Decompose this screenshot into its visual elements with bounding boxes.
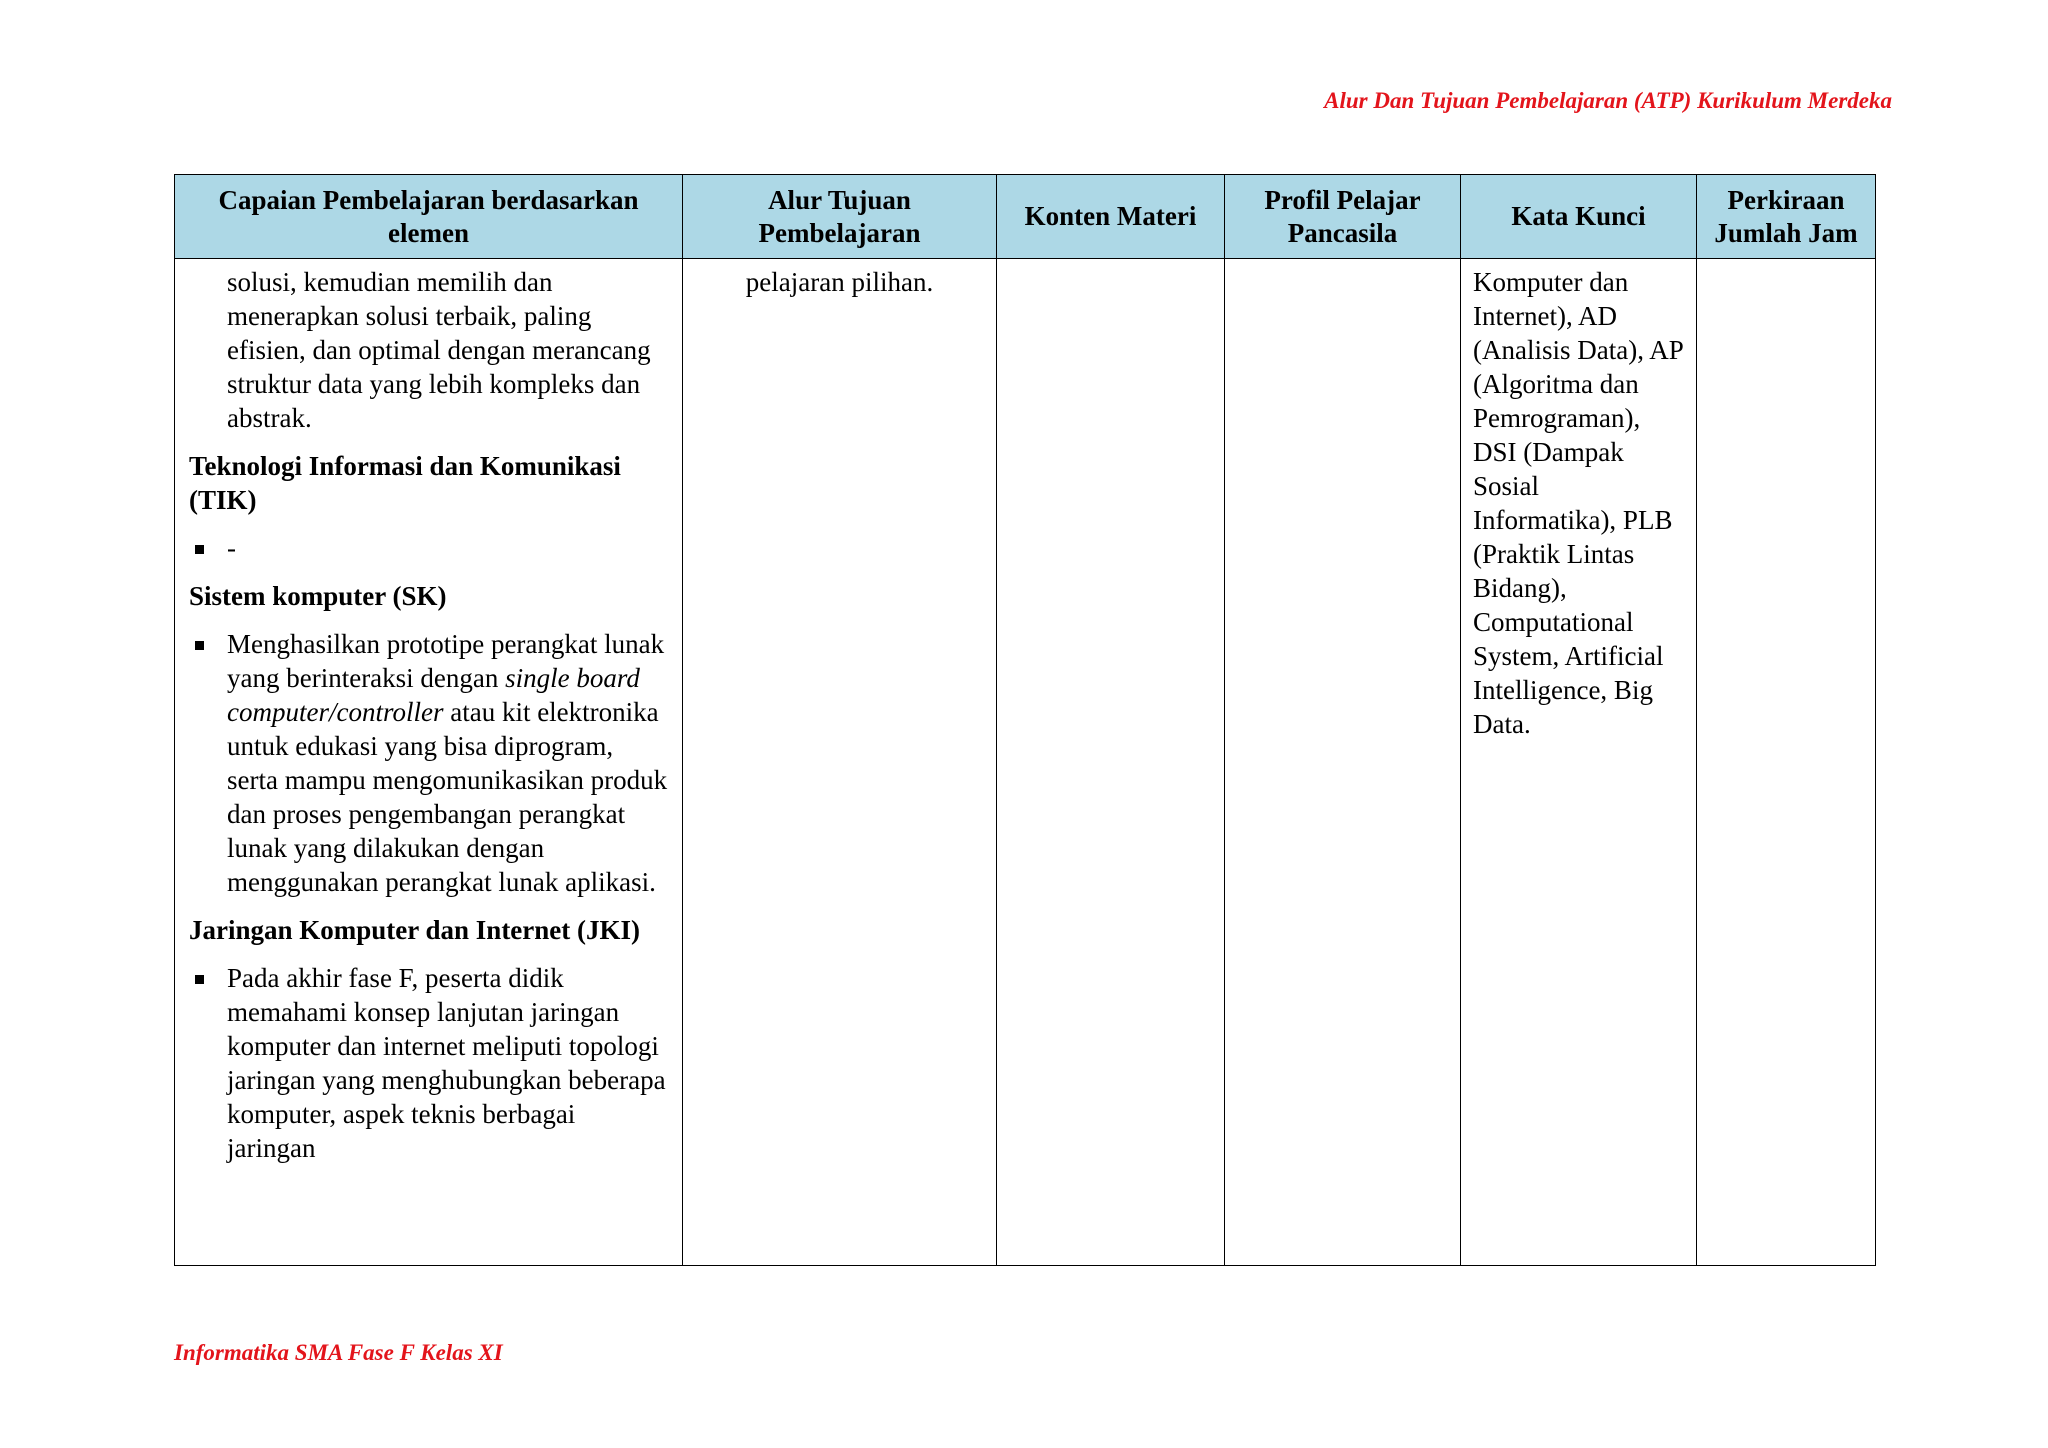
document-footer-title: Informatika SMA Fase F Kelas XI — [174, 1340, 503, 1365]
sk-item-text-end: atau kit elektronika untuk edukasi yang bisa diprogram, serta mampu mengomunikasikan produk dan proses pengembangan perangkat lunak yang dilakukan dengan menggunakan perangkat lunak aplikasi. — [227, 697, 668, 897]
tik-item-text: - — [227, 533, 236, 563]
document-header-title: Alur Dan Tujuan Pembelajaran (ATP) Kurikulum Merdeka — [1324, 88, 1892, 113]
kata-kunci-cell: Komputer dan Internet), AD (Analisis Data), AP (Algoritma dan Pemrograman), DSI (Dampak Sosial Informatika), PLB (Praktik Lintas Bidang), Computational System, Artificial Intelligence, Big Data. — [1461, 259, 1697, 1266]
sk-list — [189, 627, 668, 899]
column-header-alur-tujuan-pembelajaran: Alur Tujuan Pembelajaran — [683, 175, 997, 259]
section-title-tik: Teknologi Informasi dan Komunikasi (TIK) — [189, 451, 621, 515]
section-title-sk: Sistem komputer (SK) — [189, 581, 447, 611]
list-item — [189, 961, 668, 1165]
column-header-perkiraan-jumlah-jam: Perkiraan Jumlah Jam — [1697, 175, 1876, 259]
table-row — [175, 259, 1876, 1266]
jki-list — [189, 961, 668, 1165]
jki-item-text: Pada akhir fase F, peserta didik memahami konsep lanjutan jaringan komputer dan internet meliputi topologi jaringan yang menghubungkan beberapa komputer, aspek teknis berbagai jaringan — [227, 963, 666, 1163]
table-header-row — [175, 175, 1876, 259]
sk-item-text-italic: single board computer/controller — [227, 663, 640, 727]
capaian-pembelajaran-cell — [175, 259, 683, 1266]
column-header-capaian-pembelajaran: Capaian Pembelajaran berdasarkan elemen — [175, 175, 683, 259]
square-bullet-icon — [195, 975, 204, 984]
list-item — [189, 627, 668, 899]
sk-item-text-start: Menghasilkan prototipe perangkat lunak yang berinteraksi dengan — [227, 629, 665, 693]
section-title-jki: Jaringan Komputer dan Internet (JKI) — [189, 915, 641, 945]
cp-continuation-text: solusi, kemudian memilih dan menerapkan solusi terbaik, paling efisien, dan optimal dengan merancang struktur data yang lebih kompleks dan abstrak. — [227, 267, 651, 433]
konten-materi-cell — [997, 259, 1225, 1266]
perkiraan-jumlah-jam-cell — [1697, 259, 1876, 1266]
atp-table — [174, 174, 1876, 1266]
profil-pelajar-pancasila-cell — [1225, 259, 1461, 1266]
tik-list — [189, 531, 668, 565]
alur-tujuan-pembelajaran-cell: pelajaran pilihan. — [683, 259, 997, 1266]
column-header-kata-kunci: Kata Kunci — [1461, 175, 1697, 259]
square-bullet-icon — [195, 545, 204, 554]
column-header-konten-materi: Konten Materi — [997, 175, 1225, 259]
square-bullet-icon — [195, 641, 204, 650]
column-header-profil-pelajar-pancasila: Profil Pelajar Pancasila — [1225, 175, 1461, 259]
list-item — [189, 531, 668, 565]
